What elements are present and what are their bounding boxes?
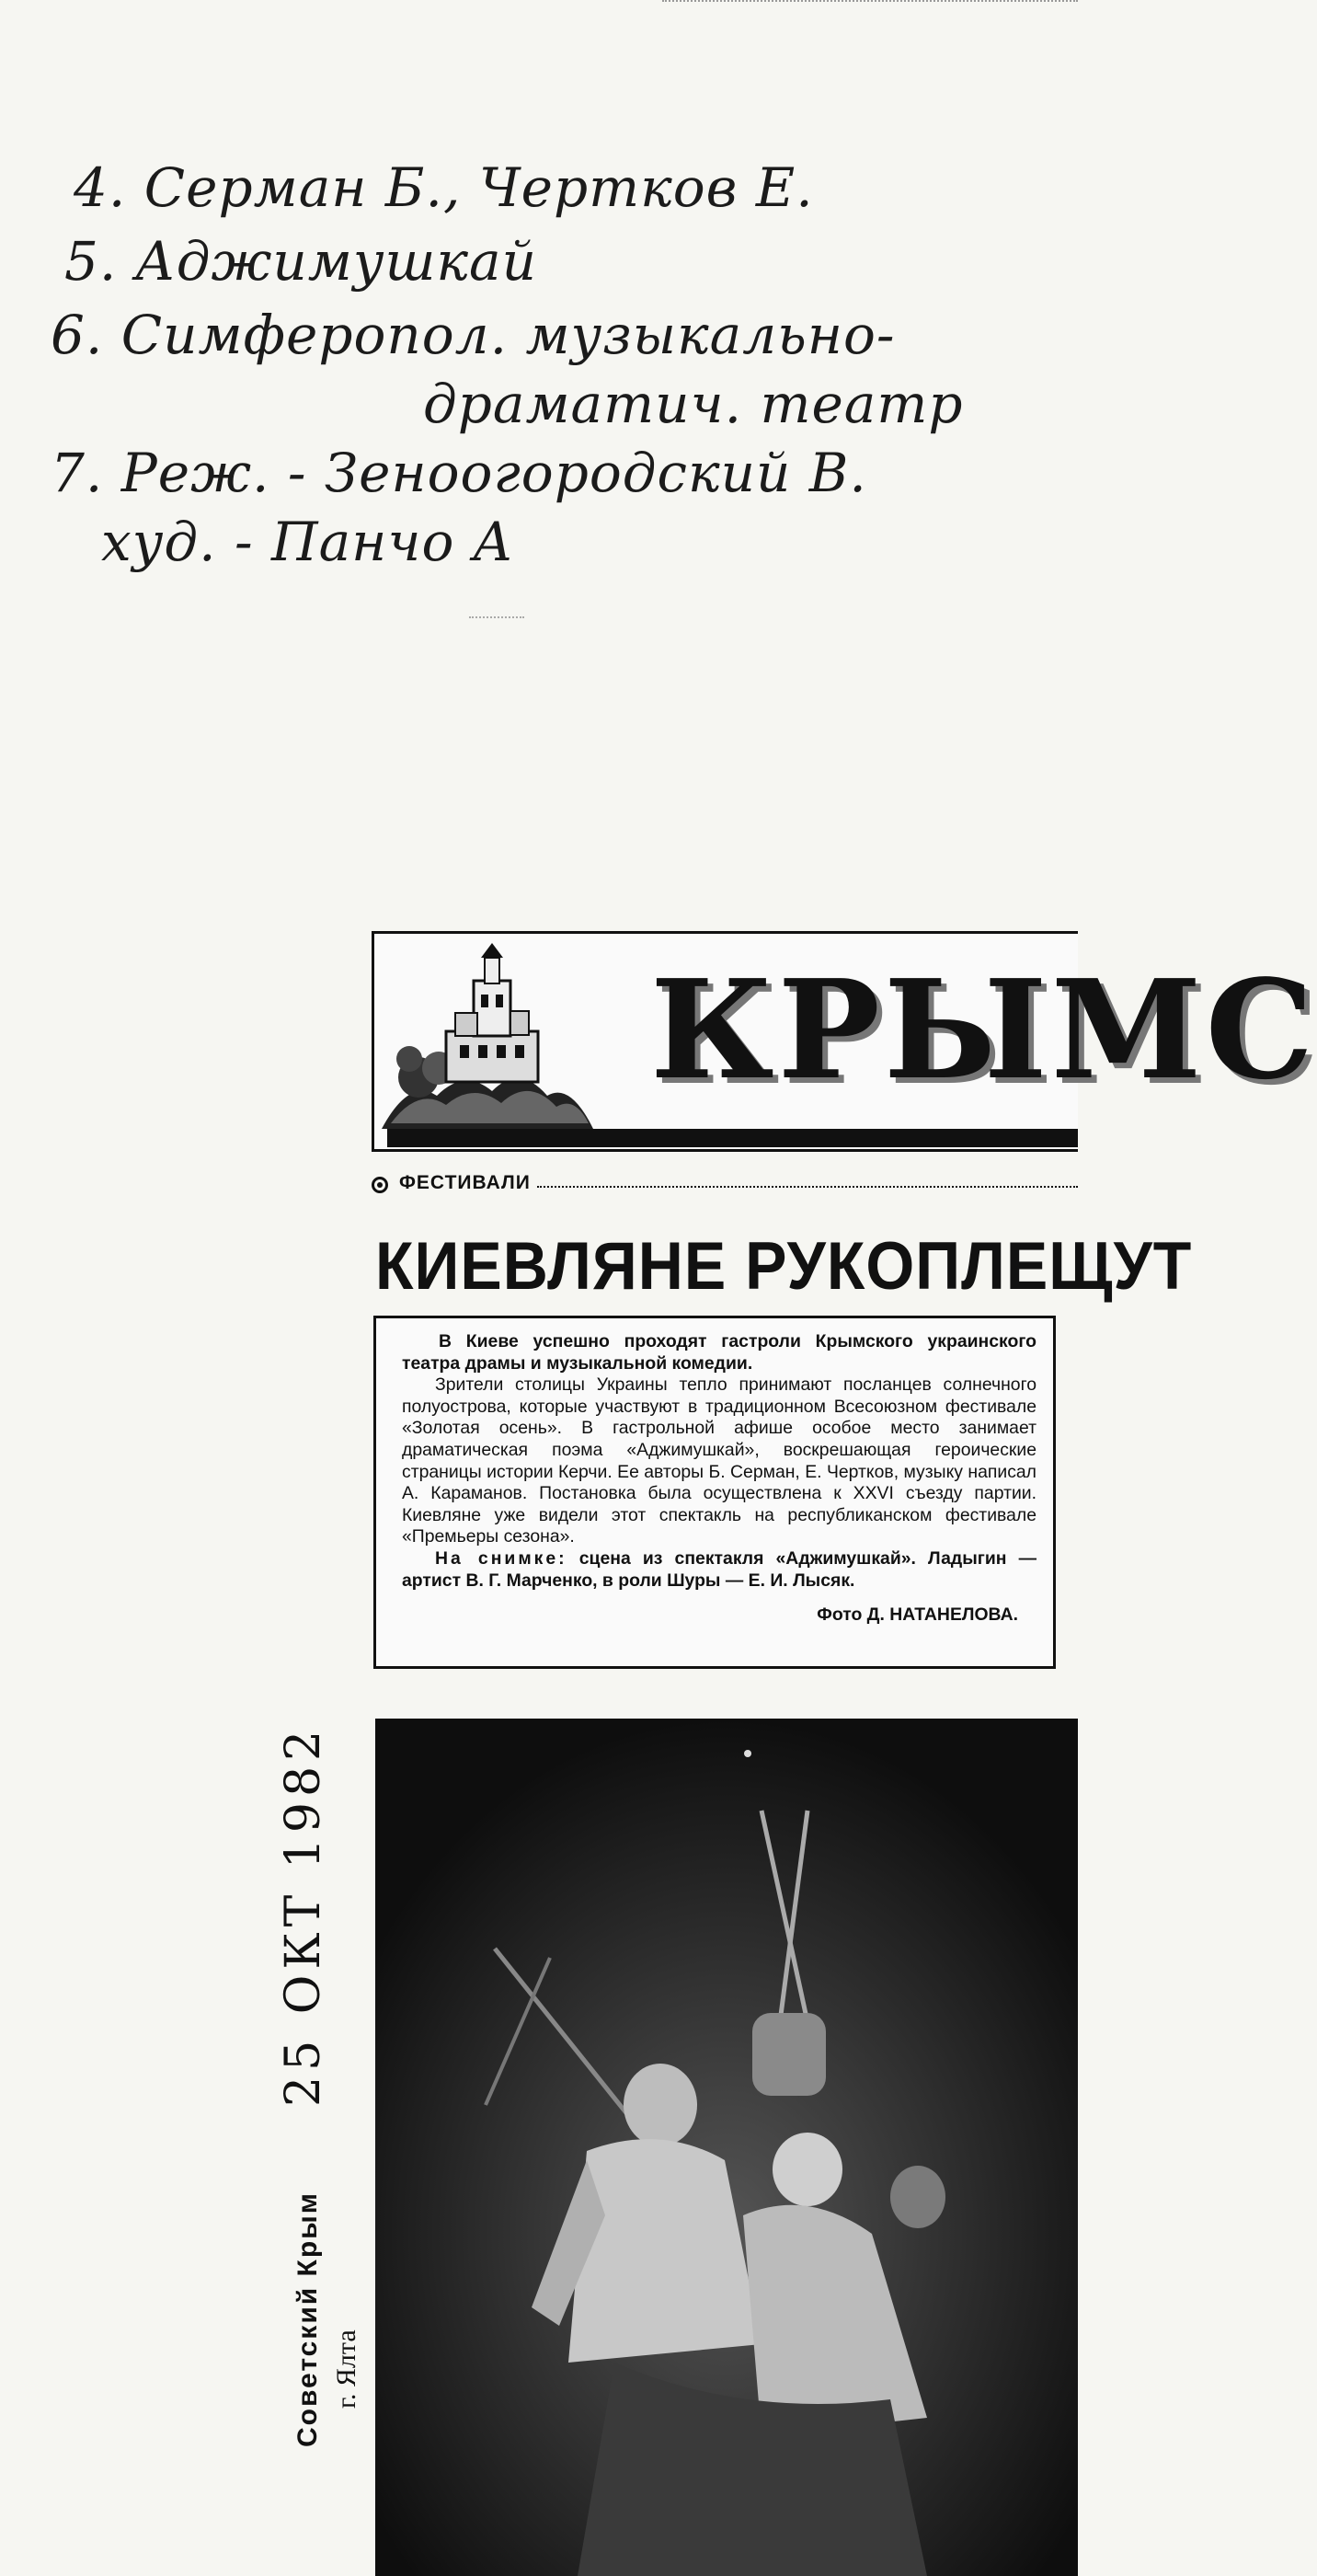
caption-prefix: На снимке: xyxy=(435,1547,567,1569)
article-box xyxy=(373,1316,1056,1669)
masthead-title: КРЫМС xyxy=(650,949,1317,1110)
rubric-label: ФЕСТИВАЛИ xyxy=(399,1172,531,1193)
photo-illustration xyxy=(375,1719,1078,2576)
section-rubric xyxy=(372,1172,1078,1200)
note-line-5: 5. Аджимушкай xyxy=(64,230,537,293)
newspaper-city: г. Ялта xyxy=(331,2329,361,2409)
stage-photo xyxy=(375,1719,1078,2576)
bullet-circle-icon xyxy=(372,1177,388,1193)
top-edge-mark xyxy=(662,0,1078,7)
note-line-6-cont: драматич. театр xyxy=(423,373,964,435)
swallows-nest-castle-logo xyxy=(382,939,593,1129)
note-line-4: 4. Серман Б., Чертков Е. xyxy=(74,156,814,219)
note-line-7: 7. Реж. - Зеноогородский В. xyxy=(51,442,867,504)
photo-credit: Фото Д. НАТАНЕЛОВА. xyxy=(817,1604,1018,1626)
masthead xyxy=(372,931,1317,1152)
caption-text: сцена из спектакля «Аджимушкай». Ладыгин — артист В. Г. Марченко, в роли Шуры — Е. И. Лысяк. xyxy=(402,1547,1036,1591)
rubric-dotted-rule xyxy=(537,1186,1078,1188)
article-lead: В Киеве успешно проходят гастроли Крымского украинского театра драмы и музыкальной комедии. xyxy=(402,1331,1036,1374)
article-body: Зрители столицы Украины тепло принимают посланцев солнечного полуострова, которые участвуют в традиционном Всесоюзном фестивале «Золотая осень». В гастрольной афише особое место занимает драматическая поэма «Аджимушкай», воскрешающая героические страницы истории Керчи. Ее авторы Б. Серман, Е. Чертков, музыку написал А. Караманов. Постановка была осуществлена к XXVI съезду партии. Киевляне уже видели этот спектакль на республиканском фестивале «Премьеры сезона». xyxy=(402,1374,1036,1547)
photo-caption xyxy=(402,1548,1036,1592)
note-line-6: 6. Симферопол. музыкально- xyxy=(51,304,896,366)
newspaper-clipping xyxy=(372,931,1317,2576)
faint-mark xyxy=(469,616,524,629)
date-stamp: 25 ОКТ 1982 xyxy=(276,1724,331,2107)
newspaper-name: Советский Крым xyxy=(292,2191,323,2447)
article-headline: КИЕВЛЯНЕ РУКОПЛЕЩУТ xyxy=(375,1228,1193,1305)
note-line-7-cont: худ. - Панчо А xyxy=(101,511,514,573)
masthead-rule xyxy=(387,1129,1078,1147)
